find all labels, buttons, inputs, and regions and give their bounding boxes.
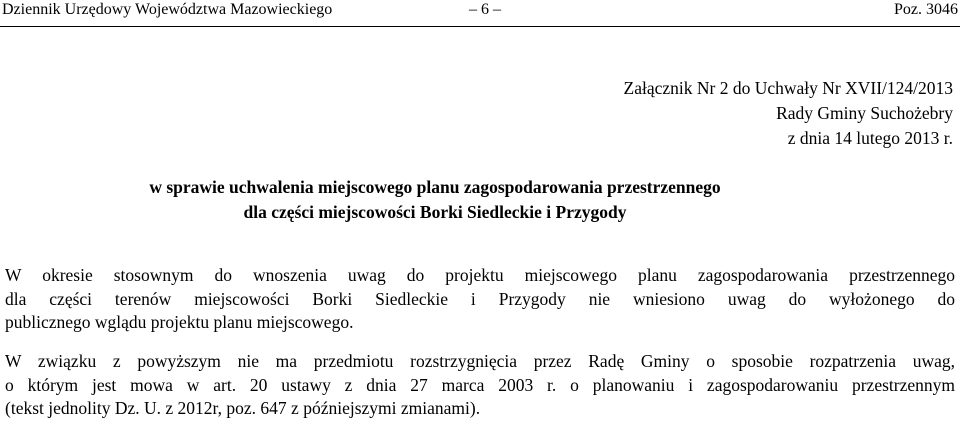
paragraph-1 <box>5 264 955 335</box>
paragraph-line: W związku z powyższym nie ma przedmiotu rozstrzygnięcia przez Radę Gminy o sposobie rozpatrzenia uwag, <box>5 351 955 371</box>
position-number: Poz. 3046 <box>894 1 958 18</box>
paragraph-line: (tekst jednolity Dz. U. z 2012r, poz. 647 z późniejszymi zmianami). <box>5 398 481 418</box>
title-line: w sprawie uchwalenia miejscowego planu zagospodarowania przestrzennego <box>149 177 721 197</box>
paragraph-line: W okresie stosownym do wnoszenia uwag do projektu miejscowego planu zagospodarowania przestrzennego <box>5 265 955 285</box>
attachment-line: z dnia 14 lutego 2013 r. <box>787 128 953 148</box>
title-line: dla części miejscowości Borki Siedleckie i Przygody <box>243 202 627 222</box>
document-title <box>0 175 960 225</box>
attachment-line: Załącznik Nr 2 do Uchwały Nr XVII/124/2013 <box>623 78 953 98</box>
paragraph-line: publicznego wglądu projektu planu miejscowego. <box>5 312 354 332</box>
publication-name: Dziennik Urzędowy Województwa Mazowieckiego <box>2 1 333 18</box>
paragraph-line: dla części terenów miejscowości Borki Siedleckie i Przygody nie wniesiono uwag do wyłożonego do <box>5 288 955 309</box>
paragraph-2 <box>5 350 955 421</box>
page-header <box>0 0 960 27</box>
attachment-line: Rady Gminy Suchożebry <box>776 103 953 123</box>
page-number: – 6 – <box>469 1 501 18</box>
paragraph-line: o którym jest mowa w art. 20 ustawy z dnia 27 marca 2003 r. o planowaniu i zagospodarowaniu przestrzennym <box>5 374 955 395</box>
attachment-reference <box>624 76 954 151</box>
